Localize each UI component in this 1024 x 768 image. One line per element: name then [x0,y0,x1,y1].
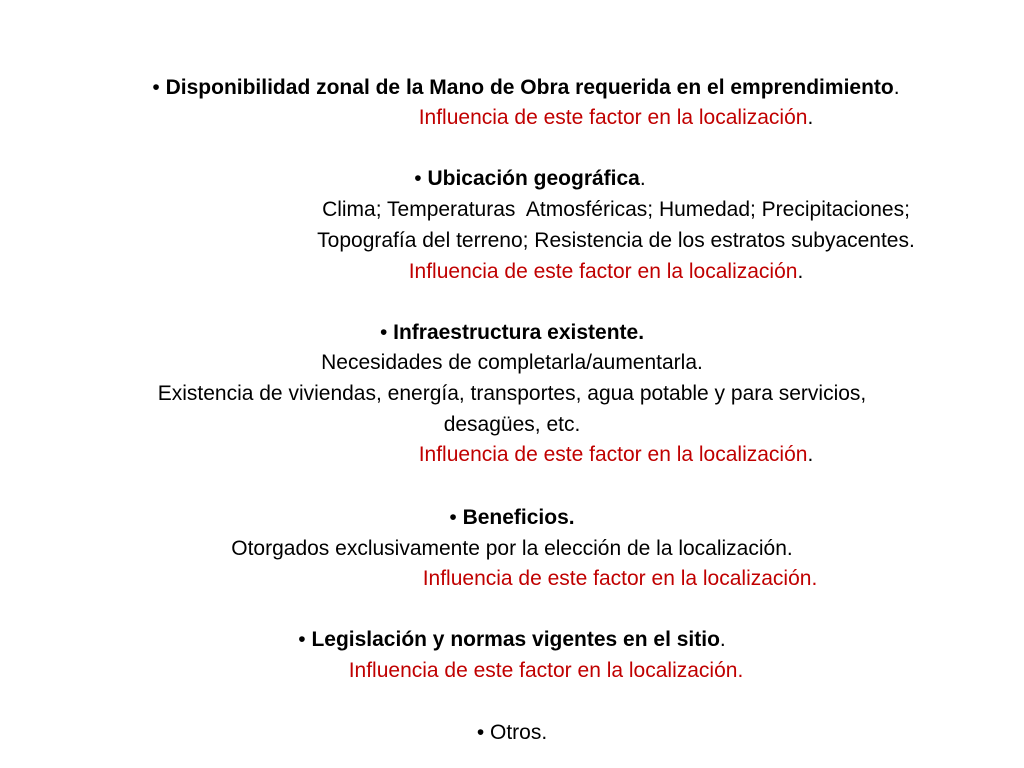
detail-text: Topografía del terreno; Resistencia de los estratos subyacentes. [317,229,915,252]
section-1-heading [0,73,1024,103]
heading-text: Disponibilidad zonal de la Mano de Obra requerida en el emprendimiento [165,76,894,99]
section-3-heading [0,318,1024,348]
section-2-influence [0,257,1024,287]
bullet: • [298,628,312,651]
heading-period: . [719,628,726,651]
bullet: • [379,321,394,344]
heading-text: Infraestructura existente. [393,321,645,344]
section-2-detail-1 [0,195,1024,225]
bullet: • [476,721,490,744]
bullet: • [152,76,166,99]
bullet: • [414,167,428,190]
section-5-heading [0,625,1024,655]
section-2-detail-2 [0,226,1024,256]
heading-text: Ubicación geográfica [427,167,640,190]
heading-text: Beneficios. [462,506,575,529]
detail-text: desagües, etc. [443,413,581,436]
section-2-heading [0,164,1024,194]
detail-text: Existencia de viviendas, energía, transportes, agua potable y para servicios, [157,382,867,405]
influence-text: Influencia de este factor en la localización. [348,659,744,682]
heading-period: . [893,76,900,99]
heading-period: . [639,167,646,190]
heading-text: Legislación y normas vigentes en el sitio [311,628,720,651]
bullet: • [449,506,463,529]
influence-period: . [807,106,814,129]
section-3-detail-2 [0,379,1024,409]
section-5-influence [0,656,1024,686]
section-3-detail-3 [0,410,1024,440]
section-1-influence [0,103,1024,133]
influence-text: Influencia de este factor en la localización. [422,567,818,590]
detail-text: Necesidades de completarla/aumentarla. [321,351,703,374]
section-3-detail-1 [0,348,1024,378]
detail-text: Otorgados exclusivamente por la elección de la localización. [231,537,793,560]
item-text: Otros. [490,721,548,744]
section-6-item [0,718,1024,748]
section-3-influence [0,440,1024,470]
detail-text: Clima; Temperaturas Atmosféricas; Humedad; Precipitaciones; [322,198,910,221]
section-4-heading [0,503,1024,533]
influence-text: Influencia de este factor en la localización [418,443,808,466]
section-4-influence [0,564,1024,594]
influence-period: . [807,443,814,466]
influence-text: Influencia de este factor en la localización [408,260,798,283]
influence-text: Influencia de este factor en la localización [418,106,808,129]
section-4-detail-1 [0,534,1024,564]
influence-period: . [797,260,804,283]
